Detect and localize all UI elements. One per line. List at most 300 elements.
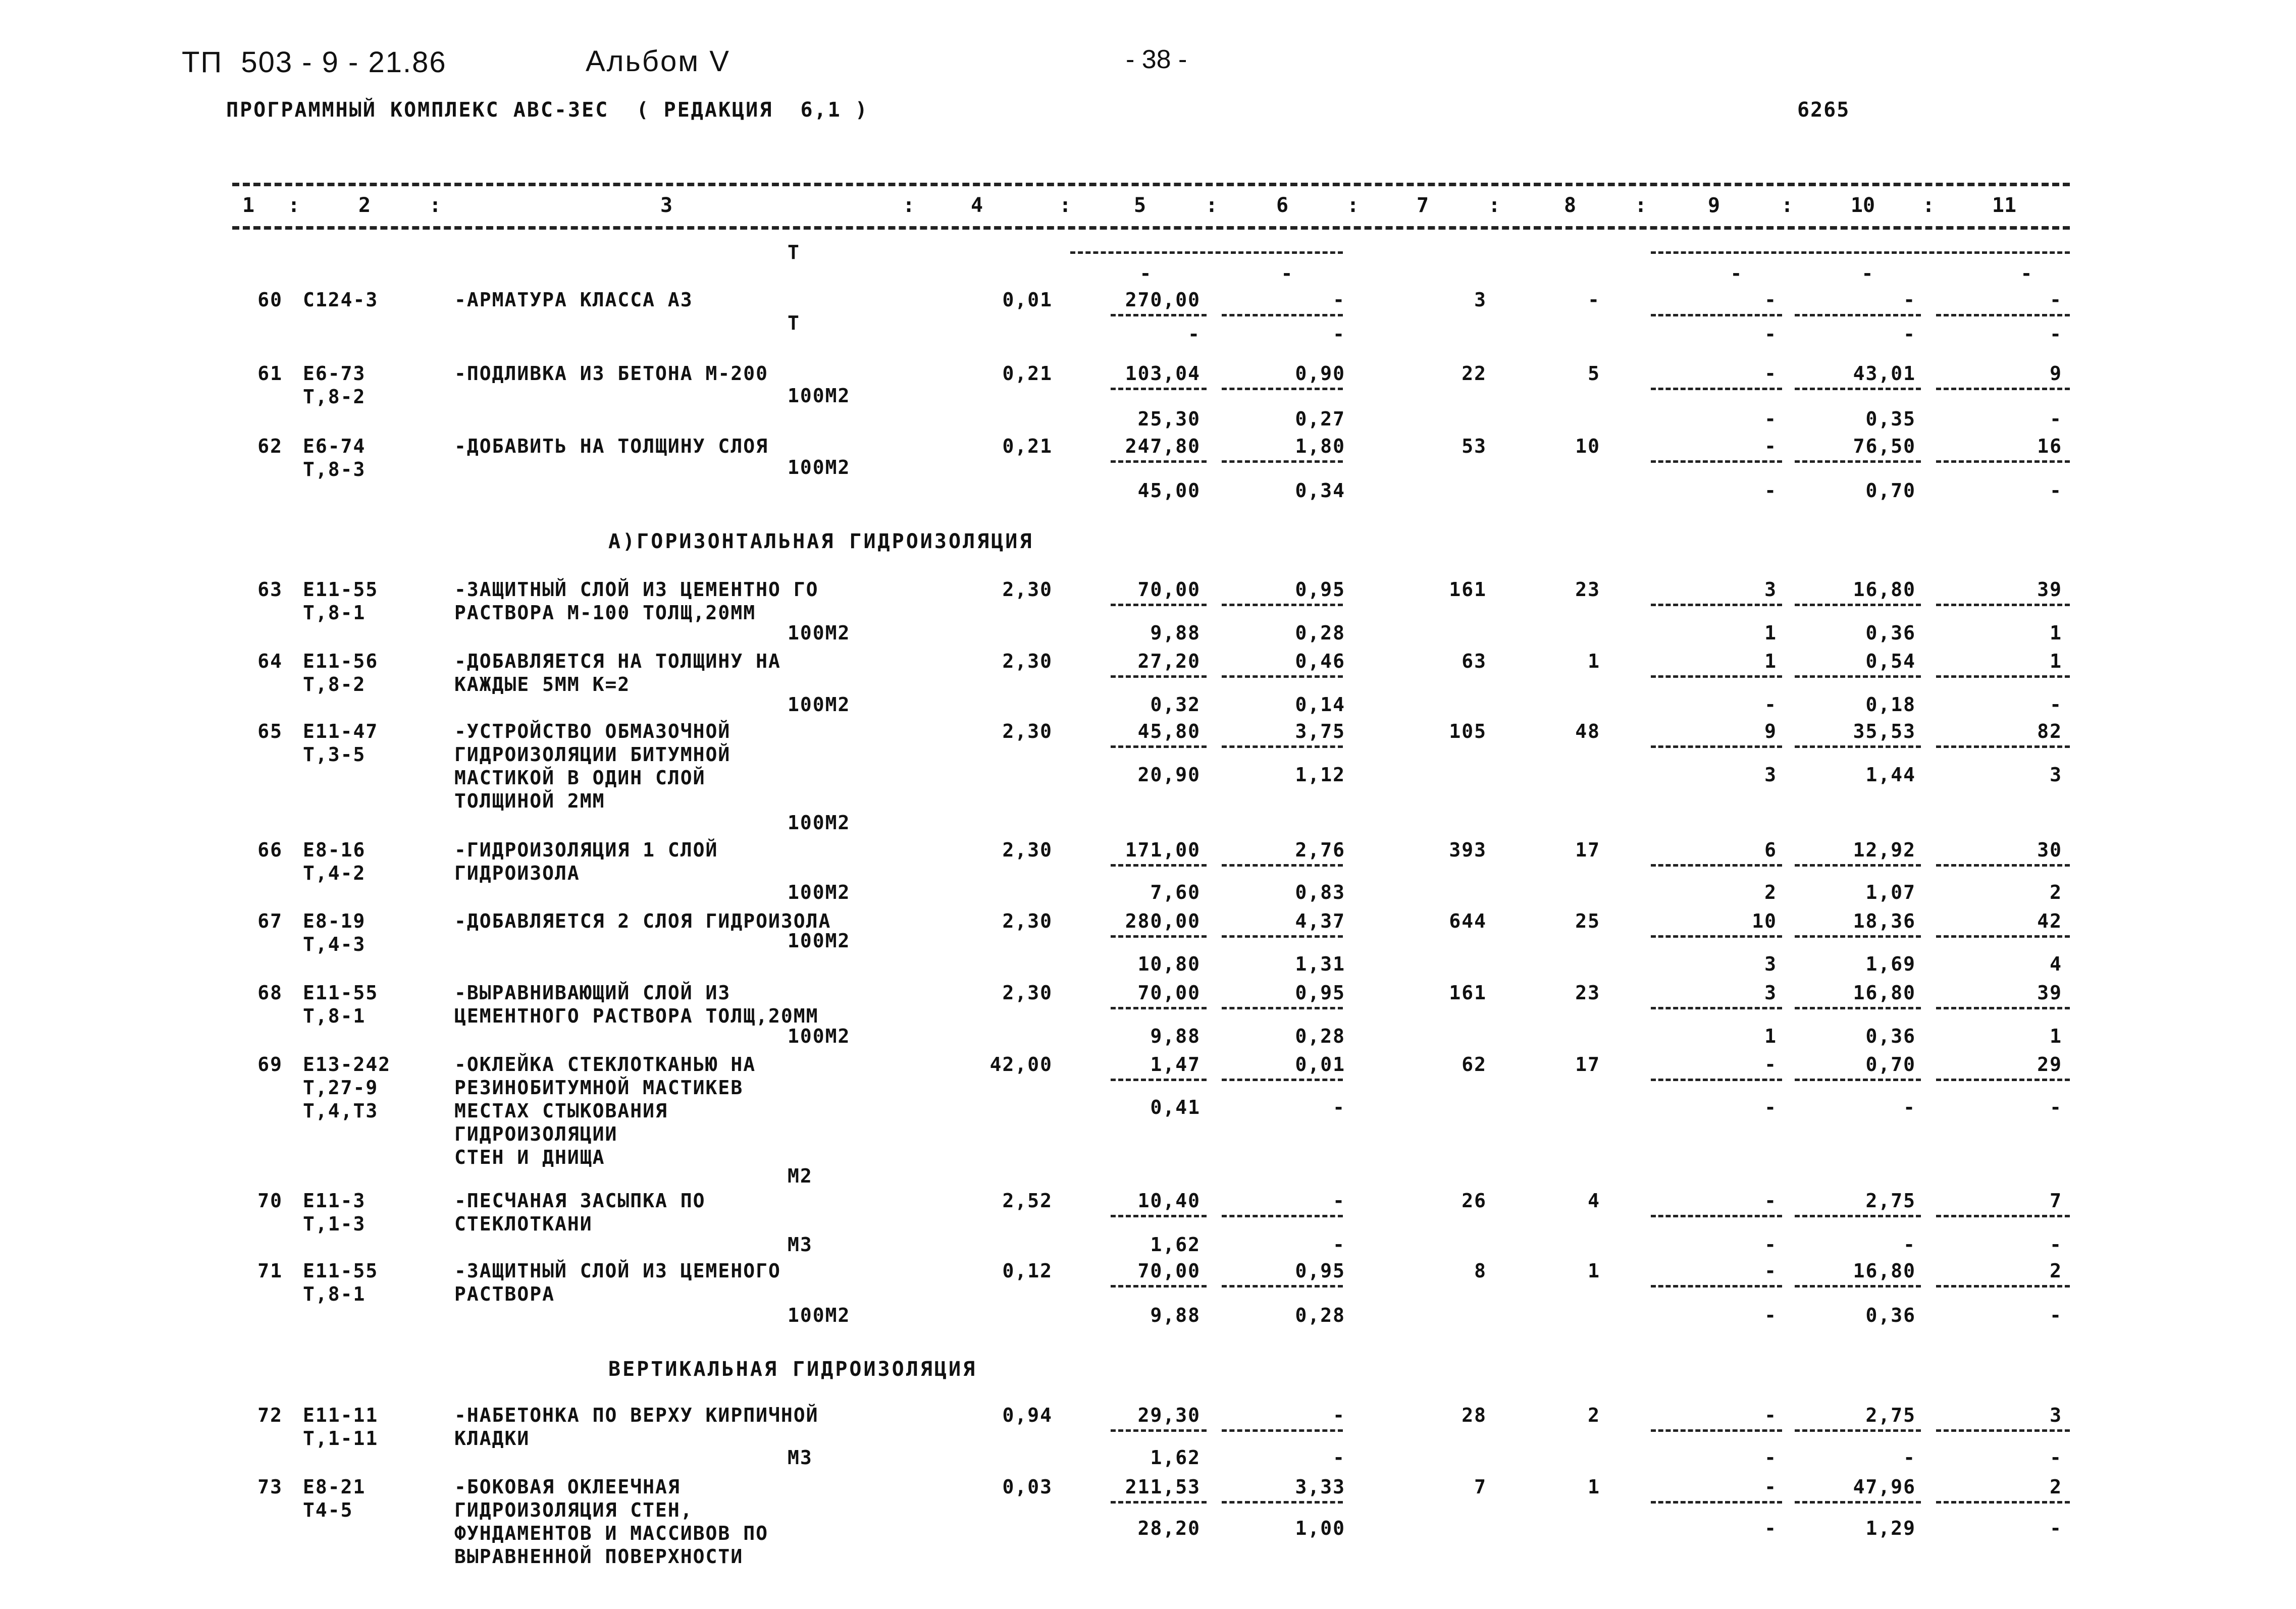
machines-value: 10 xyxy=(1752,910,1777,932)
work-name: РЕЗИНОБИТУМНОЙ МАСТИКЕВ xyxy=(454,1077,744,1099)
wage-value: - xyxy=(1333,1190,1345,1212)
subtotal-value: 0,27 xyxy=(1295,408,1345,430)
total-labor-value: 16 xyxy=(2037,435,2062,457)
total-labor-value: 82 xyxy=(2037,720,2062,742)
document-number: 6265 xyxy=(1797,98,1850,122)
work-name: -ГИДРОИЗОЛЯЦИЯ 1 СЛОЙ xyxy=(454,839,718,861)
work-name: ГИДРОИЗОЛЯЦИИ xyxy=(454,1123,618,1145)
total-labor-value: 29 xyxy=(2037,1053,2062,1076)
wage-value: 2,76 xyxy=(1295,839,1345,861)
dashed-separator xyxy=(1111,314,1207,316)
total-labor-value: 30 xyxy=(2037,839,2062,861)
subtotal-value: 1,69 xyxy=(1865,953,1916,975)
wage-value: - xyxy=(1333,289,1345,311)
wage-value: 0,95 xyxy=(1295,982,1345,1004)
unit-cost-value: 1,47 xyxy=(1150,1053,1201,1076)
norm-code: Т,4-2 xyxy=(303,862,366,884)
table-header-rule xyxy=(232,226,2070,230)
total-wage-value: 5 xyxy=(1588,362,1600,385)
work-name: ВЫРАВНЕННОЙ ПОВЕРХНОСТИ xyxy=(454,1545,744,1568)
subtotal-value: - xyxy=(1764,479,1777,502)
labor-value: 35,53 xyxy=(1853,720,1916,742)
work-name: -ДОБАВЛЯЕТСЯ 2 СЛОЯ ГИДРОИЗОЛА xyxy=(454,910,831,932)
dashed-separator xyxy=(1111,604,1207,606)
norm-code: Е11-47 xyxy=(303,720,379,742)
row-number: 61 xyxy=(257,362,283,385)
unit-cost-value: 280,00 xyxy=(1125,910,1201,932)
dashed-separator xyxy=(1111,1429,1207,1432)
quantity-value: 2,30 xyxy=(1002,650,1053,672)
dashed-separator xyxy=(1795,1079,1921,1081)
unit-cost-value: 70,00 xyxy=(1137,1260,1201,1282)
dashed-separator xyxy=(1936,935,2070,938)
wage-value: - xyxy=(1333,1404,1345,1426)
dashed-separator xyxy=(1111,1007,1207,1009)
total-wage-value: 23 xyxy=(1575,578,1600,601)
subtotal-value: - xyxy=(1861,262,1874,285)
total-labor-value: 9 xyxy=(2050,362,2062,385)
subtotal-value: 4 xyxy=(2050,953,2062,975)
dashed-separator xyxy=(1795,675,1921,678)
subtotal-value: - xyxy=(2050,1304,2062,1326)
total-wage-value: 10 xyxy=(1575,435,1600,457)
norm-code: Т,3-5 xyxy=(303,743,366,766)
work-name: -ДОБАВЛЯЕТСЯ НА ТОЛЩИНУ НА xyxy=(454,650,781,672)
subtotal-value: - xyxy=(1333,1446,1345,1469)
dashed-separator xyxy=(1222,1215,1343,1217)
dashed-separator xyxy=(1222,388,1343,390)
labor-value: 2,75 xyxy=(1865,1190,1916,1212)
total-labor-value: 42 xyxy=(2037,910,2062,932)
total-wage-value: 23 xyxy=(1575,982,1600,1004)
subtotal-value: - xyxy=(1333,1096,1345,1118)
total-wage-value: 17 xyxy=(1575,1053,1600,1076)
dashed-separator xyxy=(1936,1429,2070,1432)
dashed-separator xyxy=(1651,604,1782,606)
subtotal-value: 0,34 xyxy=(1295,479,1345,502)
subtotal-value: - xyxy=(1903,1096,1916,1118)
work-name: ТОЛЩИНОЙ 2ММ xyxy=(454,790,605,812)
subtotal-value: 1,00 xyxy=(1295,1517,1345,1539)
unit-cost-value: 27,20 xyxy=(1137,650,1201,672)
work-name: -АРМАТУРА КЛАССА А3 xyxy=(454,289,693,311)
quantity-value: 0,01 xyxy=(1002,289,1053,311)
total-cost-value: 62 xyxy=(1462,1053,1487,1076)
work-name: -УСТРОЙСТВО ОБМАЗОЧНОЙ xyxy=(454,720,731,742)
total-cost-value: 161 xyxy=(1449,578,1487,601)
subtotal-value: 1 xyxy=(1764,1025,1777,1047)
norm-code: Е11-55 xyxy=(303,578,379,601)
subtotal-value: - xyxy=(1764,323,1777,345)
column-separator: : xyxy=(1346,194,1360,217)
subtotal-value: - xyxy=(2050,1233,2062,1256)
dashed-separator xyxy=(1222,675,1343,678)
dashed-separator xyxy=(1111,460,1207,463)
column-number-4: 4 xyxy=(970,194,983,217)
unit-cost-value: 70,00 xyxy=(1137,578,1201,601)
wage-value: 4,37 xyxy=(1295,910,1345,932)
norm-code: Е8-16 xyxy=(303,839,366,861)
norm-code: Т,8-2 xyxy=(303,386,366,408)
total-cost-value: 8 xyxy=(1474,1260,1487,1282)
unit-of-measure: 100М2 xyxy=(788,930,851,952)
column-number-10: 10 xyxy=(1850,194,1875,217)
row-number: 66 xyxy=(257,839,283,861)
total-cost-value: 161 xyxy=(1449,982,1487,1004)
column-number-7: 7 xyxy=(1416,194,1429,217)
subtotal-value: 0,70 xyxy=(1865,479,1916,502)
dashed-separator xyxy=(1795,460,1921,463)
dashed-separator xyxy=(1651,935,1782,938)
norm-code: Т,27-9 xyxy=(303,1077,379,1099)
dashed-separator xyxy=(1222,1007,1343,1009)
subtotal-value: - xyxy=(1764,1304,1777,1326)
subtotal-value: 7,60 xyxy=(1150,881,1201,903)
labor-value: 12,92 xyxy=(1853,839,1916,861)
column-separator: : xyxy=(902,194,915,217)
dashed-separator xyxy=(1651,460,1782,463)
machines-value: 6 xyxy=(1764,839,1777,861)
total-cost-value: 26 xyxy=(1462,1190,1487,1212)
total-labor-value: 3 xyxy=(2050,1404,2062,1426)
wage-value: 0,95 xyxy=(1295,1260,1345,1282)
unit-cost-value: 247,80 xyxy=(1125,435,1201,457)
dashed-separator xyxy=(1222,1429,1343,1432)
quantity-value: 2,30 xyxy=(1002,910,1053,932)
dashed-separator xyxy=(1936,460,2070,463)
column-separator: : xyxy=(1205,194,1218,217)
unit-of-measure: 100М2 xyxy=(788,456,851,478)
total-cost-value: 105 xyxy=(1449,720,1487,742)
subtotal-value: 20,90 xyxy=(1137,764,1201,786)
unit-cost-value: 29,30 xyxy=(1137,1404,1201,1426)
row-number: 69 xyxy=(257,1053,283,1076)
dashed-separator xyxy=(1795,604,1921,606)
unit-of-measure: Т xyxy=(788,241,800,263)
total-labor-value: 1 xyxy=(2050,650,2062,672)
subtotal-value: 0,36 xyxy=(1865,622,1916,644)
dashed-separator xyxy=(1795,935,1921,938)
subtotal-value: 1,07 xyxy=(1865,881,1916,903)
dashed-separator xyxy=(1651,1079,1782,1081)
subtotal-value: 0,41 xyxy=(1150,1096,1201,1118)
labor-value: 16,80 xyxy=(1853,982,1916,1004)
subtotal-value: 1 xyxy=(2050,622,2062,644)
work-name: МАСТИКОЙ В ОДИН СЛОЙ xyxy=(454,767,706,789)
work-name: РАСТВОРА М-100 ТОЛЩ,20ММ xyxy=(454,602,756,624)
subtotal-value: 0,36 xyxy=(1865,1304,1916,1326)
subtotal-value: - xyxy=(1281,262,1294,285)
page-number: - 38 - xyxy=(1126,45,1187,74)
document-code: ТП 503 - 9 - 21.86 xyxy=(182,46,447,79)
subtotal-value: - xyxy=(2050,479,2062,502)
dashed-separator xyxy=(1936,1501,2070,1504)
program-caption: ПРОГРАММНЫЙ КОМПЛЕКС АВС-3ЕС ( РЕДАКЦИЯ 6,1 ) xyxy=(226,98,869,122)
unit-of-measure: 100М2 xyxy=(788,1025,851,1047)
table-top-rule xyxy=(232,183,2070,186)
quantity-value: 0,21 xyxy=(1002,362,1053,385)
total-cost-value: 644 xyxy=(1449,910,1487,932)
norm-code: Т,8-2 xyxy=(303,673,366,695)
machines-value: 1 xyxy=(1764,650,1777,672)
dashed-separator xyxy=(1651,1215,1782,1217)
machines-value: - xyxy=(1764,435,1777,457)
subtotal-value: - xyxy=(1903,323,1916,345)
column-separator: : xyxy=(1059,194,1072,217)
work-name: -ПОДЛИВКА ИЗ БЕТОНА М-200 xyxy=(454,362,768,385)
subtotal-value: - xyxy=(1764,1446,1777,1469)
subtotal-value: - xyxy=(2050,1446,2062,1469)
subtotal-value: 3 xyxy=(1764,764,1777,786)
subtotal-value: - xyxy=(1188,323,1201,345)
row-number: 62 xyxy=(257,435,283,457)
unit-cost-value: 211,53 xyxy=(1125,1476,1201,1498)
quantity-value: 2,30 xyxy=(1002,578,1053,601)
subtotal-value: 0,14 xyxy=(1295,693,1345,716)
dashed-separator xyxy=(1651,864,1782,867)
dashed-separator xyxy=(1795,1007,1921,1009)
subtotal-value: 1,62 xyxy=(1150,1446,1201,1469)
machines-value: 3 xyxy=(1764,982,1777,1004)
unit-cost-value: 171,00 xyxy=(1125,839,1201,861)
norm-code: Т,4-3 xyxy=(303,933,366,955)
unit-cost-value: 103,04 xyxy=(1125,362,1201,385)
work-name: ФУНДАМЕНТОВ И МАССИВОВ ПО xyxy=(454,1522,768,1544)
work-name: -ДОБАВИТЬ НА ТОЛЩИНУ СЛОЯ xyxy=(454,435,768,457)
machines-value: - xyxy=(1764,1260,1777,1282)
dashed-separator xyxy=(1111,388,1207,390)
unit-of-measure: 100М2 xyxy=(788,693,851,716)
column-number-11: 11 xyxy=(1992,194,2017,217)
dashed-separator xyxy=(1070,251,1343,254)
labor-value: 18,36 xyxy=(1853,910,1916,932)
subtotal-value: 9,88 xyxy=(1150,622,1201,644)
norm-code: Е11-56 xyxy=(303,650,379,672)
norm-code: Е11-55 xyxy=(303,982,379,1004)
labor-value: 16,80 xyxy=(1853,1260,1916,1282)
dashed-separator xyxy=(1111,864,1207,867)
dashed-separator xyxy=(1651,745,1782,748)
column-separator: : xyxy=(429,194,442,217)
total-labor-value: - xyxy=(2050,289,2062,311)
subtotal-value: 25,30 xyxy=(1137,408,1201,430)
subtotal-value: - xyxy=(2050,1517,2062,1539)
dashed-separator xyxy=(1111,1215,1207,1217)
norm-code: Е11-11 xyxy=(303,1404,379,1426)
subtotal-value: 0,28 xyxy=(1295,1304,1345,1326)
row-number: 68 xyxy=(257,982,283,1004)
norm-code: Е8-21 xyxy=(303,1476,366,1498)
subtotal-value: - xyxy=(1764,1096,1777,1118)
subtotal-value: 2 xyxy=(2050,881,2062,903)
unit-of-measure: М2 xyxy=(788,1165,813,1187)
work-name: -НАБЕТОНКА ПО ВЕРХУ КИРПИЧНОЙ xyxy=(454,1404,819,1426)
work-name: -ПЕСЧАНАЯ ЗАСЫПКА ПО xyxy=(454,1190,706,1212)
section-title: А)ГОРИЗОНТАЛЬНАЯ ГИДРОИЗОЛЯЦИЯ xyxy=(608,530,1034,553)
dashed-separator xyxy=(1795,864,1921,867)
quantity-value: 0,94 xyxy=(1002,1404,1053,1426)
unit-of-measure: 100М2 xyxy=(788,622,851,644)
subtotal-value: - xyxy=(1764,1233,1777,1256)
wage-value: 1,80 xyxy=(1295,435,1345,457)
dashed-separator xyxy=(1936,388,2070,390)
quantity-value: 2,30 xyxy=(1002,720,1053,742)
quantity-value: 2,52 xyxy=(1002,1190,1053,1212)
subtotal-value: - xyxy=(2050,408,2062,430)
column-separator: : xyxy=(287,194,300,217)
column-number-1: 1 xyxy=(242,194,255,217)
total-labor-value: 39 xyxy=(2037,982,2062,1004)
norm-code: Т,8-1 xyxy=(303,1283,366,1305)
subtotal-value: - xyxy=(1333,1233,1345,1256)
quantity-value: 0,12 xyxy=(1002,1260,1053,1282)
subtotal-value: 1 xyxy=(2050,1025,2062,1047)
column-number-5: 5 xyxy=(1133,194,1146,217)
total-wage-value: 25 xyxy=(1575,910,1600,932)
quantity-value: 42,00 xyxy=(989,1053,1053,1076)
subtotal-value: 2 xyxy=(1764,881,1777,903)
work-name: МЕСТАХ СТЫКОВАНИЯ xyxy=(454,1100,668,1122)
dashed-separator xyxy=(1936,1215,2070,1217)
total-cost-value: 53 xyxy=(1462,435,1487,457)
machines-value: - xyxy=(1764,1404,1777,1426)
machines-value: - xyxy=(1764,1053,1777,1076)
subtotal-value: 3 xyxy=(1764,953,1777,975)
work-name: СТЕКЛОТКАНИ xyxy=(454,1213,593,1235)
labor-value: 0,54 xyxy=(1865,650,1916,672)
row-number: 67 xyxy=(257,910,283,932)
unit-cost-value: 10,40 xyxy=(1137,1190,1201,1212)
subtotal-value: - xyxy=(1139,262,1153,285)
work-name: ГИДРОИЗОЛА xyxy=(454,862,580,884)
dashed-separator xyxy=(1936,1285,2070,1288)
column-number-2: 2 xyxy=(358,194,371,217)
dashed-separator xyxy=(1651,675,1782,678)
norm-code: Т,8-1 xyxy=(303,602,366,624)
total-labor-value: 2 xyxy=(2050,1260,2062,1282)
dashed-separator xyxy=(1936,314,2070,316)
subtotal-value: 1,12 xyxy=(1295,764,1345,786)
subtotal-value: - xyxy=(1764,693,1777,716)
subtotal-value: 45,00 xyxy=(1137,479,1201,502)
work-name: -ВЫРАВНИВАЮЩИЙ СЛОЙ ИЗ xyxy=(454,982,731,1004)
total-cost-value: 393 xyxy=(1449,839,1487,861)
row-number: 70 xyxy=(257,1190,283,1212)
dashed-separator xyxy=(1936,1079,2070,1081)
dashed-separator xyxy=(1795,1429,1921,1432)
unit-cost-value: 70,00 xyxy=(1137,982,1201,1004)
wage-value: 0,95 xyxy=(1295,578,1345,601)
quantity-value: 0,21 xyxy=(1002,435,1053,457)
subtotal-value: - xyxy=(2020,262,2033,285)
subtotal-value: 3 xyxy=(2050,764,2062,786)
column-number-6: 6 xyxy=(1276,194,1289,217)
column-separator: : xyxy=(1781,194,1794,217)
dashed-separator xyxy=(1651,1501,1782,1504)
subtotal-value: 0,32 xyxy=(1150,693,1201,716)
subtotal-value: 1,29 xyxy=(1865,1517,1916,1539)
column-number-3: 3 xyxy=(660,194,673,217)
subtotal-value: - xyxy=(1333,323,1345,345)
work-name: КАЖДЫЕ 5ММ К=2 xyxy=(454,673,631,695)
machines-value: 9 xyxy=(1764,720,1777,742)
column-separator: : xyxy=(1634,194,1647,217)
section-title: ВЕРТИКАЛЬНАЯ ГИДРОИЗОЛЯЦИЯ xyxy=(608,1358,977,1381)
work-name: ГИДРОИЗОЛЯЦИЯ СТЕН, xyxy=(454,1499,693,1521)
dashed-separator xyxy=(1936,604,2070,606)
dashed-separator xyxy=(1651,314,1782,316)
row-number: 60 xyxy=(257,289,283,311)
unit-of-measure: М3 xyxy=(788,1446,813,1469)
row-number: 72 xyxy=(257,1404,283,1426)
row-number: 63 xyxy=(257,578,283,601)
dashed-separator xyxy=(1651,251,2070,254)
row-number: 65 xyxy=(257,720,283,742)
norm-code: Т4-5 xyxy=(303,1499,353,1521)
dashed-separator xyxy=(1795,1215,1921,1217)
dashed-separator xyxy=(1111,935,1207,938)
total-wage-value: 48 xyxy=(1575,720,1600,742)
dashed-separator xyxy=(1222,745,1343,748)
row-number: 73 xyxy=(257,1476,283,1498)
subtotal-value: - xyxy=(1764,408,1777,430)
dashed-separator xyxy=(1795,745,1921,748)
work-name: -БОКОВАЯ ОКЛЕЕЧНАЯ xyxy=(454,1476,681,1498)
labor-value: 16,80 xyxy=(1853,578,1916,601)
work-name: -ЗАЩИТНЫЙ СЛОЙ ИЗ ЦЕМЕНТНО ГО xyxy=(454,578,819,601)
norm-code: Е8-19 xyxy=(303,910,366,932)
norm-code: Е11-55 xyxy=(303,1260,379,1282)
total-wage-value: - xyxy=(1588,289,1600,311)
norm-code: С124-3 xyxy=(303,289,379,311)
total-cost-value: 63 xyxy=(1462,650,1487,672)
dashed-separator xyxy=(1222,314,1343,316)
norm-code: Т,1-11 xyxy=(303,1427,379,1450)
dashed-separator xyxy=(1795,1285,1921,1288)
labor-value: 0,70 xyxy=(1865,1053,1916,1076)
total-cost-value: 28 xyxy=(1462,1404,1487,1426)
subtotal-value: - xyxy=(1903,1233,1916,1256)
subtotal-value: 1 xyxy=(1764,622,1777,644)
subtotal-value: 10,80 xyxy=(1137,953,1201,975)
dashed-separator xyxy=(1651,1285,1782,1288)
unit-cost-value: 270,00 xyxy=(1125,289,1201,311)
subtotal-value: 9,88 xyxy=(1150,1304,1201,1326)
album-label: Альбом V xyxy=(586,45,730,78)
work-name: РАСТВОРА xyxy=(454,1283,555,1305)
subtotal-value: - xyxy=(1903,1446,1916,1469)
norm-code: Т,8-1 xyxy=(303,1005,366,1027)
work-name: -ОКЛЕЙКА СТЕКЛОТКАНЬЮ НА xyxy=(454,1053,756,1076)
subtotal-value: 1,31 xyxy=(1295,953,1345,975)
total-cost-value: 7 xyxy=(1474,1476,1487,1498)
work-name: ГИДРОИЗОЛЯЦИИ БИТУМНОЙ xyxy=(454,743,731,766)
dashed-separator xyxy=(1111,745,1207,748)
norm-code: Т,8-3 xyxy=(303,458,366,480)
work-name: КЛАДКИ xyxy=(454,1427,530,1450)
quantity-value: 2,30 xyxy=(1002,982,1053,1004)
row-number: 64 xyxy=(257,650,283,672)
subtotal-value: 0,28 xyxy=(1295,1025,1345,1047)
dashed-separator xyxy=(1936,864,2070,867)
norm-code: Е6-73 xyxy=(303,362,366,385)
dashed-separator xyxy=(1111,675,1207,678)
wage-value: 3,75 xyxy=(1295,720,1345,742)
norm-code: Т,1-3 xyxy=(303,1213,366,1235)
machines-value: - xyxy=(1764,1476,1777,1498)
dashed-separator xyxy=(1936,675,2070,678)
norm-code: Т,4,Т3 xyxy=(303,1100,379,1122)
